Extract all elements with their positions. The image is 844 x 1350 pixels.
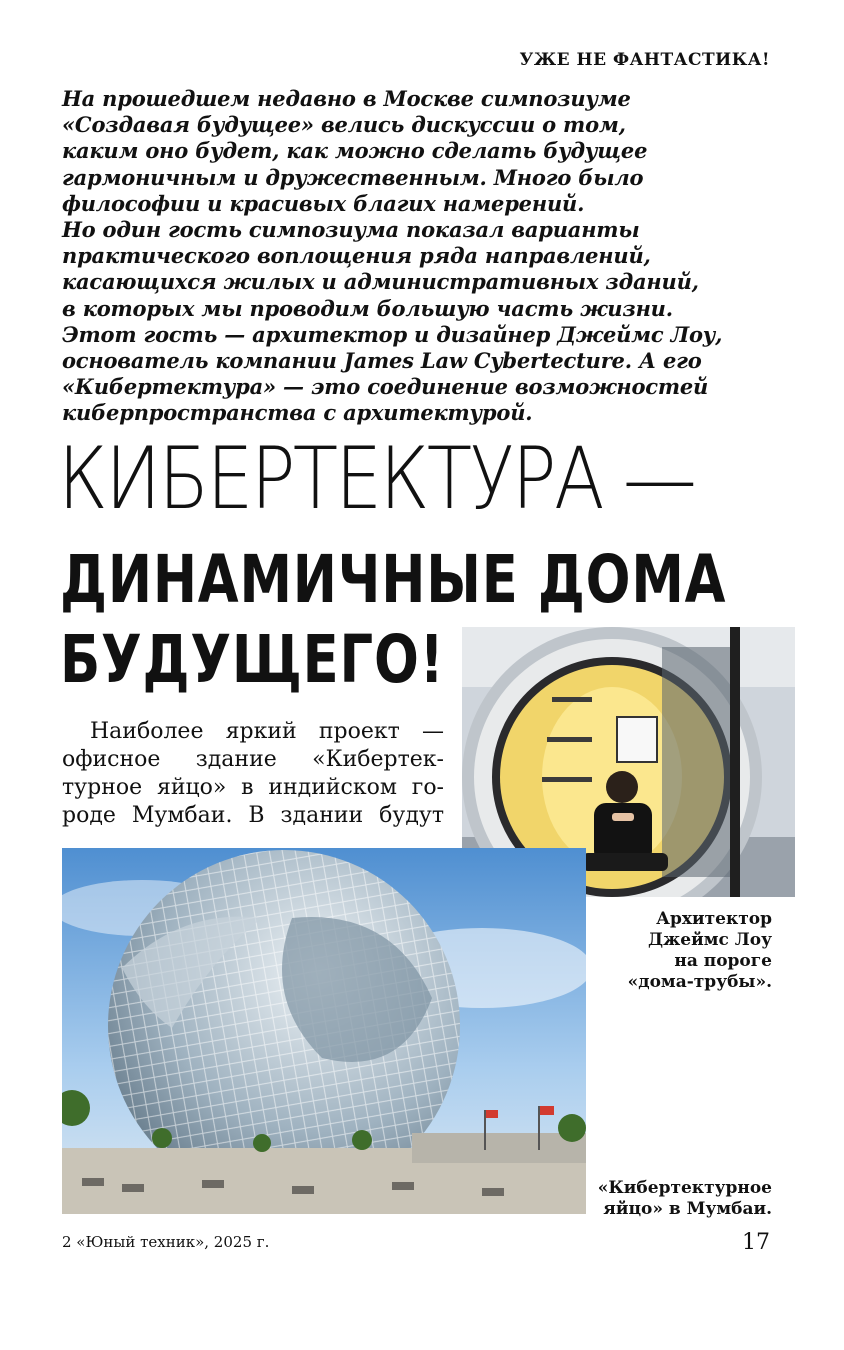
intro-line: каким оно будет, как можно сделать будущее [62,138,648,164]
headline-line-1: КИБЕРТЕКТУРА — [58,429,695,529]
page-number: 17 [742,1230,770,1255]
intro-line: практического воплощения ряда направлений, [62,243,651,269]
intro-line: Этот гость — архитектор и дизайнер Джеймс Лоу, [62,321,723,347]
intro-line: «Создавая будущее» велись дискуссии о том, [62,112,626,138]
intro-line: киберпространства с архитектурой. [62,400,533,426]
caption-line: Архитектор [656,909,772,929]
intro-line: На прошедшем недавно в Москве симпозиуме [62,86,631,111]
footer-issue-info: 2 «Юный техник», 2025 г. [62,1233,270,1251]
caption-line: яйцо» в Мумбаи. [603,1199,772,1219]
body-line: Наиболее яркий проект — [90,719,444,744]
caption-line: на пороге [674,951,772,971]
egg-photo-caption [598,1178,772,1220]
headline-line-2: ДИНАМИЧНЫЕ ДОМА [60,541,727,618]
body-line: роде Мумбаи. В здании будут [62,803,444,828]
intro-paragraph [62,86,782,427]
intro-line: философии и красивых благих намерений. [62,190,585,216]
intro-line: гармоничным и дружественным. Много было [62,164,644,190]
cybertecture-egg-photo [62,848,586,1214]
intro-line: касающихся жилых и административных зданий, [62,269,699,295]
headline-line-3: БУДУЩЕГО! [60,621,445,698]
section-tag: УЖЕ НЕ ФАНТАСТИКА! [519,50,770,70]
intro-line: Но один гость симпозиума показал варианты [62,217,640,243]
body-line: офисное здание «Кибертек- [62,747,444,772]
body-line: турное яйцо» в индийском го- [62,775,444,800]
caption-line: Джеймс Лоу [648,930,772,950]
intro-line: в которых мы проводим большую часть жизни. [62,295,673,321]
architect-photo-caption [628,909,772,993]
intro-line: «Кибертектура» — это соединение возможностей [62,374,709,400]
cybertecture-egg-illustration [62,848,586,1214]
intro-line: основатель компании James Law Cybertecture. А его [62,348,702,374]
caption-line: «дома-трубы». [627,972,772,992]
body-paragraph [62,718,444,830]
caption-line: «Кибертектурное [597,1178,772,1198]
